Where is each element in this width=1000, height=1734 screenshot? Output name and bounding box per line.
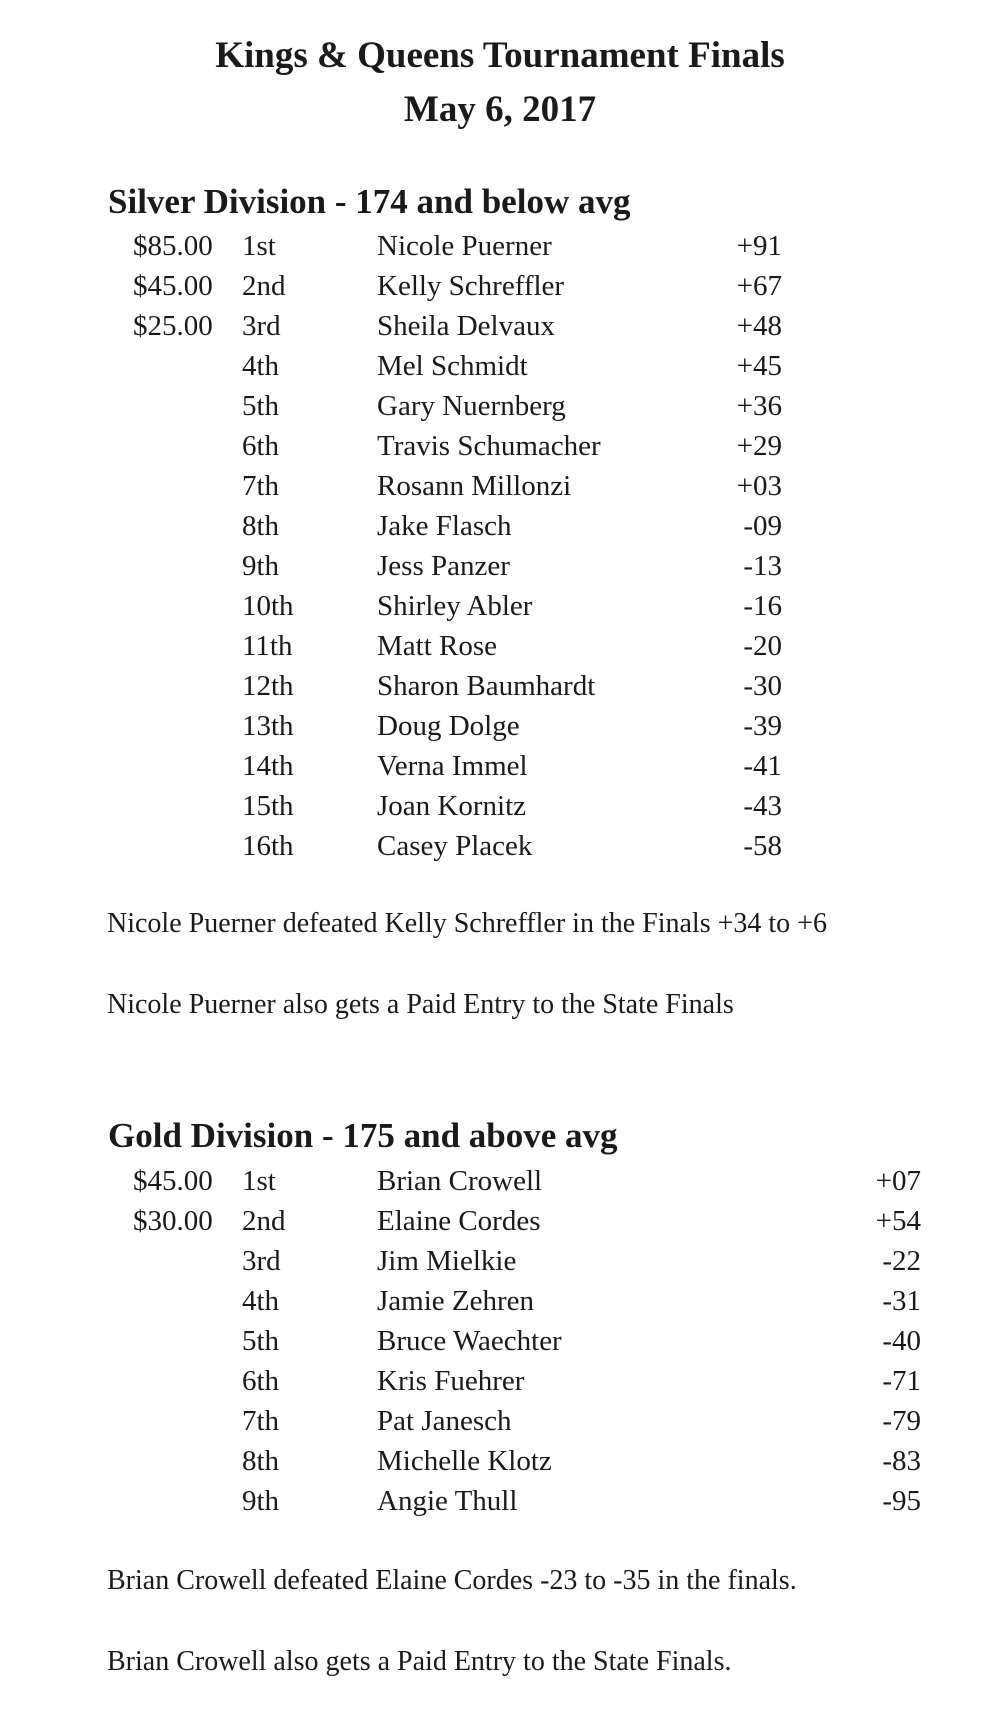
event-date: May 6, 2017 (403, 89, 597, 130)
score: -40 (882, 1325, 921, 1357)
silver-results-table (0, 226, 1000, 866)
result-row (0, 706, 1000, 746)
bowler-name: Nicole Puerner (377, 230, 552, 262)
bowler-name: Mel Schmidt (377, 350, 528, 382)
bowler-name: Verna Immel (377, 750, 528, 782)
bowler-name: Casey Placek (377, 830, 533, 862)
result-row (0, 1361, 1000, 1401)
placement: 2nd (242, 270, 286, 302)
placement: 2nd (242, 1205, 286, 1237)
bowler-name: Kris Fuehrer (377, 1365, 525, 1397)
placement: 4th (242, 1285, 280, 1317)
bowler-name: Kelly Schreffler (377, 270, 565, 302)
placement: 7th (242, 470, 280, 502)
result-row (0, 1201, 1000, 1241)
score: -43 (743, 790, 782, 822)
bowler-name: Angie Thull (377, 1485, 518, 1517)
silver-final-result: Nicole Puerner defeated Kelly Schreffler in the Finals +34 to +6 (107, 908, 827, 939)
result-row (0, 1401, 1000, 1441)
gold-results-table (0, 1161, 1000, 1521)
placement: 8th (242, 1445, 280, 1477)
bowler-name: Rosann Millonzi (377, 470, 572, 502)
bowler-name: Gary Nuernberg (377, 390, 566, 422)
score: +07 (875, 1165, 921, 1197)
bowler-name: Pat Janesch (377, 1405, 512, 1437)
bowler-name: Brian Crowell (377, 1165, 543, 1197)
result-row (0, 386, 1000, 426)
page-title: Kings & Queens Tournament Finals (215, 35, 785, 76)
bowler-name: Sharon Baumhardt (377, 670, 596, 702)
score: +29 (736, 430, 782, 462)
placement: 14th (242, 750, 294, 782)
result-row (0, 586, 1000, 626)
prize-amount: $85.00 (133, 230, 213, 262)
placement: 1st (242, 1165, 276, 1197)
bowler-name: Jake Flasch (377, 510, 512, 542)
result-row (0, 1481, 1000, 1521)
result-row (0, 426, 1000, 466)
score: -31 (882, 1285, 921, 1317)
placement: 5th (242, 390, 280, 422)
result-row (0, 826, 1000, 866)
score: -71 (882, 1365, 921, 1397)
score: -79 (882, 1405, 921, 1437)
score: -95 (882, 1485, 921, 1517)
placement: 1st (242, 230, 276, 262)
score: +03 (736, 470, 782, 502)
score: +91 (736, 230, 782, 262)
bowler-name: Travis Schumacher (377, 430, 601, 462)
placement: 11th (242, 630, 293, 662)
result-row (0, 1161, 1000, 1201)
result-row (0, 1441, 1000, 1481)
placement: 9th (242, 550, 280, 582)
score: -41 (743, 750, 782, 782)
result-row (0, 786, 1000, 826)
placement: 10th (242, 590, 294, 622)
placement: 15th (242, 790, 294, 822)
score: +36 (736, 390, 782, 422)
result-row (0, 1321, 1000, 1361)
bowler-name: Bruce Waechter (377, 1325, 562, 1357)
placement: 5th (242, 1325, 280, 1357)
bowler-name: Jess Panzer (377, 550, 510, 582)
score: -58 (743, 830, 782, 862)
result-row (0, 346, 1000, 386)
result-row (0, 1241, 1000, 1281)
bowler-name: Jim Mielkie (377, 1245, 517, 1277)
score: -16 (743, 590, 782, 622)
placement: 6th (242, 430, 280, 462)
prize-amount: $25.00 (133, 310, 213, 342)
placement: 3rd (242, 1245, 281, 1277)
prize-amount: $30.00 (133, 1205, 213, 1237)
prize-amount: $45.00 (133, 270, 213, 302)
score: +48 (736, 310, 782, 342)
placement: 6th (242, 1365, 280, 1397)
bowler-name: Michelle Klotz (377, 1445, 552, 1477)
bowler-name: Joan Kornitz (377, 790, 526, 822)
result-row (0, 226, 1000, 266)
placement: 7th (242, 1405, 280, 1437)
gold-final-result: Brian Crowell defeated Elaine Cordes -23 to -35 in the finals. (107, 1565, 797, 1596)
result-row (0, 1281, 1000, 1321)
result-row (0, 746, 1000, 786)
gold-division-heading: Gold Division - 175 and above avg (108, 1116, 618, 1155)
bowler-name: Matt Rose (377, 630, 498, 662)
score: -20 (743, 630, 782, 662)
result-row (0, 546, 1000, 586)
placement: 12th (242, 670, 294, 702)
placement: 16th (242, 830, 294, 862)
result-row (0, 266, 1000, 306)
score: -13 (743, 550, 782, 582)
score: -09 (743, 510, 782, 542)
gold-state-entry-note: Brian Crowell also gets a Paid Entry to the State Finals. (107, 1646, 732, 1677)
prize-amount: $45.00 (133, 1165, 213, 1197)
bowler-name: Doug Dolge (377, 710, 520, 742)
result-row (0, 306, 1000, 346)
score: -30 (743, 670, 782, 702)
placement: 13th (242, 710, 294, 742)
score: -83 (882, 1445, 921, 1477)
placement: 4th (242, 350, 280, 382)
silver-state-entry-note: Nicole Puerner also gets a Paid Entry to the State Finals (107, 989, 734, 1020)
placement: 8th (242, 510, 280, 542)
result-row (0, 466, 1000, 506)
bowler-name: Elaine Cordes (377, 1205, 541, 1237)
result-row (0, 666, 1000, 706)
silver-division-heading: Silver Division - 174 and below avg (108, 182, 631, 221)
bowler-name: Shirley Abler (377, 590, 533, 622)
score: +54 (875, 1205, 921, 1237)
score: -22 (882, 1245, 921, 1277)
result-row (0, 626, 1000, 666)
placement: 9th (242, 1485, 280, 1517)
score: -39 (743, 710, 782, 742)
bowler-name: Jamie Zehren (377, 1285, 535, 1317)
bowler-name: Sheila Delvaux (377, 310, 555, 342)
score: +67 (736, 270, 782, 302)
placement: 3rd (242, 310, 281, 342)
score: +45 (736, 350, 782, 382)
result-row (0, 506, 1000, 546)
